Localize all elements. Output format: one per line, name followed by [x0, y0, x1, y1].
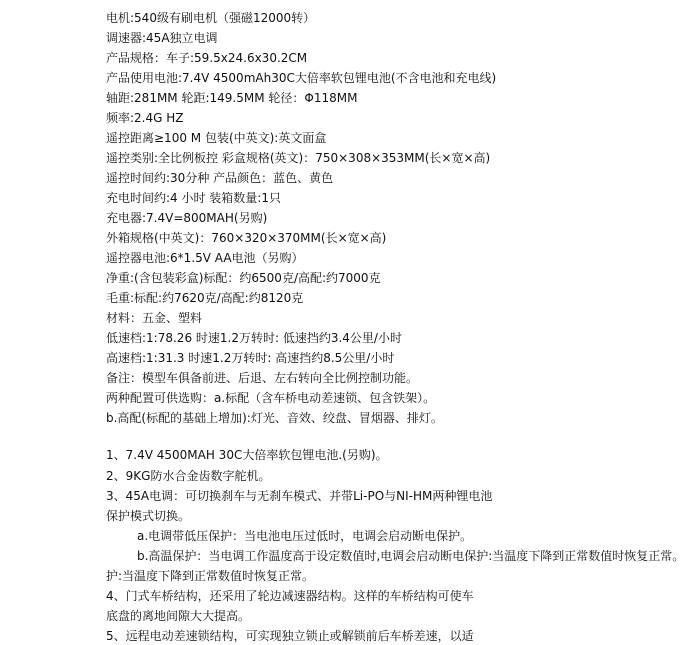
feature-line-5: 5、远程电动差速锁结构，可实现独立锁止或解锁前后车桥差速，以适: [106, 629, 474, 643]
feature-line-3-cont: 保护模式切换。: [106, 509, 191, 523]
spec-line-esc: 调速器:45A独立电调: [106, 31, 218, 45]
spec-line-play-time: 遥控时间约:30分种 产品颜色：蓝色、黄色: [106, 171, 334, 185]
spec-line-low-gear: 低速档:1:78.26 时速1.2万转时: 低速挡约3.4公里/小时: [106, 331, 402, 345]
spec-line-high-gear: 高速档:1:31.3 时速1.2万转时: 高速挡约8.5公里/小时: [106, 351, 395, 365]
spec-line-material: 材料：五金、塑料: [106, 311, 203, 325]
feature-line-3a: a.电调带低压保护：当电池电压过低时，电调会启动断电保护。: [137, 529, 473, 543]
spec-line-motor: 电机:540级有刷电机（强磁12000转）: [106, 11, 316, 25]
spec-line-range: 遥控距离≥100 M 包装(中英文):英文面盒: [106, 131, 327, 145]
feature-line-3: 3、45A电调：可切换刹车与无刹车模式、并带Li-PO与NI-HM两种锂电池: [106, 489, 493, 503]
spec-line-config-a: 两种配置可供选购：a.标配（含车桥电动差速锁、包含铁架）。: [106, 391, 436, 405]
feature-line-4-cont: 底盘的离地间隙大大提高。: [106, 609, 251, 623]
feature-line-3b-cont: 护:当温度下降到正常数值时恢复正常。: [106, 569, 315, 583]
feature-line-3b: b.高温保护：当电调工作温度高于设定数值时,电调会启动断电保护:当温度下降到正常数值时恢复正常。: [137, 549, 684, 563]
spec-line-remark: 备注：模型车俱备前进、后退、左右转向全比例控制功能。: [106, 371, 419, 385]
spec-line-remote-battery: 遥控器电池:6*1.5V AA电池（另购）: [106, 251, 304, 265]
spec-line-charge-time: 充电时间约:4 小时 装箱数量:1只: [106, 191, 281, 205]
feature-line-2: 2、9KG防水合金齿数字舵机。: [106, 469, 271, 483]
spec-line-charger: 充电器:7.4V=800MAH(另购): [106, 211, 268, 225]
spec-line-carton: 外箱规格(中英文)：760×320×370MM(长×宽×高): [106, 231, 387, 245]
spec-line-frequency: 频率:2.4G HZ: [106, 111, 184, 125]
spec-line-net-weight: 净重:(含包装彩盒)标配：约6500克/高配:约7000克: [106, 271, 381, 285]
spec-line-battery: 产品使用电池:7.4V 4500mAh30C大倍率软包锂电池(不含电池和充电线): [106, 71, 497, 85]
feature-line-1: 1、7.4V 4500MAH 30C大倍率软包锂电池.(另购)。: [106, 448, 388, 462]
spec-line-gross-weight: 毛重:标配:约7620克/高配:约8120克: [106, 291, 304, 305]
feature-line-4: 4、门式车桥结构，还采用了轮边减速器结构。这样的车桥结构可使车: [106, 589, 474, 603]
spec-line-size: 产品规格：车子:59.5x24.6x30.2CM: [106, 51, 308, 65]
spec-line-config-b: b.高配(标配的基础上增加):灯光、音效、绞盘、冒烟器、排灯。: [106, 411, 443, 425]
spec-line-wheelbase: 轴距:281MM 轮距:149.5MM 轮径：Φ118MM: [106, 91, 358, 105]
spec-line-remote-type: 遥控类别:全比例板控 彩盒规格(英文)：750×308×353MM(长×宽×高): [106, 151, 491, 165]
